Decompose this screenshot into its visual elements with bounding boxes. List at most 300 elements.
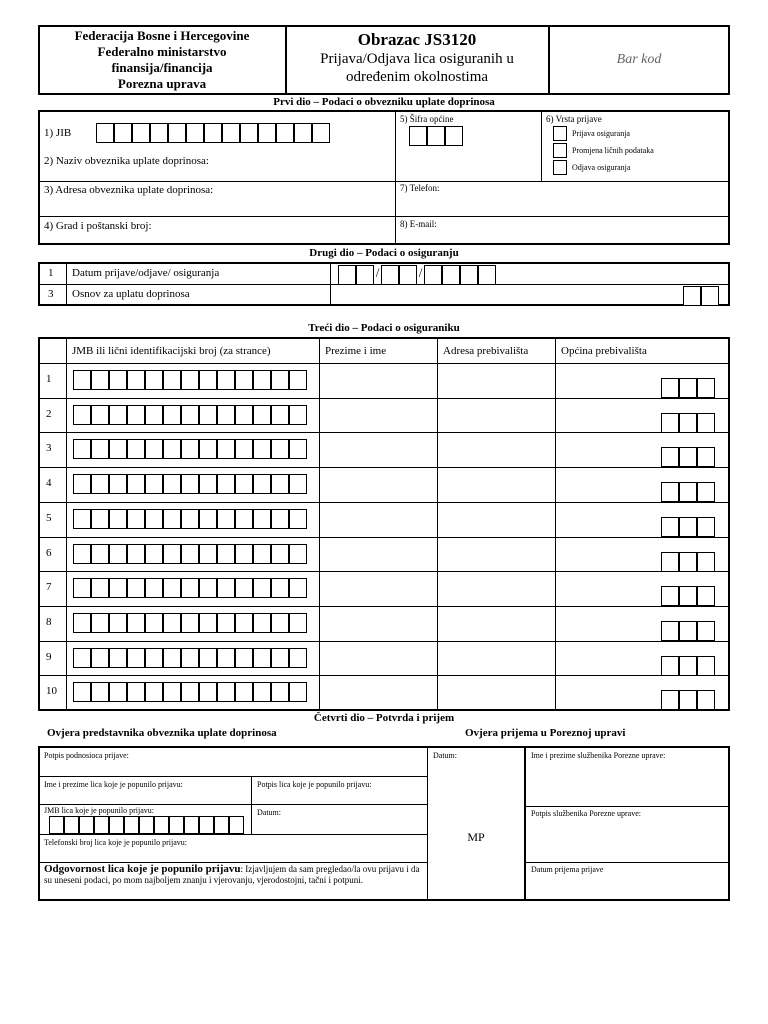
digit-box[interactable] xyxy=(697,378,715,398)
digit-box[interactable] xyxy=(253,648,271,668)
digit-box[interactable] xyxy=(109,648,127,668)
digit-box[interactable] xyxy=(73,439,91,459)
digit-box[interactable] xyxy=(127,405,145,425)
digit-box[interactable] xyxy=(169,816,184,834)
digit-box[interactable] xyxy=(661,413,679,433)
jib-field[interactable] xyxy=(96,123,330,143)
municipality-field[interactable] xyxy=(661,482,715,502)
part4-divider xyxy=(39,804,427,805)
digit-box[interactable] xyxy=(91,682,109,702)
digit-box[interactable] xyxy=(145,405,163,425)
part4-divider xyxy=(525,862,729,863)
digit-box[interactable] xyxy=(235,544,253,564)
digit-box[interactable] xyxy=(109,370,127,390)
jmb-field[interactable] xyxy=(73,648,307,668)
digit-box[interactable] xyxy=(181,648,199,668)
report-type-checkbox[interactable] xyxy=(553,126,567,141)
form-title-line: određenim okolnostima xyxy=(345,69,489,85)
table-row-divider xyxy=(39,432,729,433)
digit-box[interactable] xyxy=(235,439,253,459)
digit-box[interactable] xyxy=(289,405,307,425)
part1-hdivider xyxy=(39,216,729,217)
digit-box[interactable] xyxy=(73,613,91,633)
table-row-divider xyxy=(39,502,729,503)
part4-divider xyxy=(427,747,428,900)
digit-box[interactable] xyxy=(163,578,181,598)
report-type-option: Promjena ličnih podataka xyxy=(572,146,654,155)
digit-box[interactable] xyxy=(289,439,307,459)
digit-box[interactable] xyxy=(204,123,222,143)
digit-box[interactable] xyxy=(240,123,258,143)
digit-box[interactable] xyxy=(217,439,235,459)
digit-box[interactable] xyxy=(168,123,186,143)
digit-box[interactable] xyxy=(163,405,181,425)
digit-box[interactable] xyxy=(289,578,307,598)
receipt-date-label: Datum prijema prijave xyxy=(531,865,604,874)
digit-box[interactable] xyxy=(442,265,460,285)
table-row-divider xyxy=(39,363,729,364)
digit-box[interactable] xyxy=(91,474,109,494)
digit-box[interactable] xyxy=(253,474,271,494)
digit-box[interactable] xyxy=(163,509,181,529)
part3-title: Treći dio – Podaci o osiguraniku xyxy=(308,322,460,334)
digit-box[interactable] xyxy=(276,123,294,143)
digit-box[interactable] xyxy=(235,613,253,633)
jmb-field[interactable] xyxy=(73,405,307,425)
digit-box[interactable] xyxy=(109,474,127,494)
digit-box[interactable] xyxy=(184,816,199,834)
row-number: 7 xyxy=(46,581,52,593)
digit-box[interactable] xyxy=(679,378,697,398)
row-number: 3 xyxy=(46,442,52,454)
digit-box[interactable] xyxy=(235,509,253,529)
digit-box[interactable] xyxy=(163,370,181,390)
digit-box[interactable] xyxy=(127,509,145,529)
digit-box[interactable] xyxy=(460,265,478,285)
digit-box[interactable] xyxy=(109,816,124,834)
digit-box[interactable] xyxy=(399,265,417,285)
digit-box[interactable] xyxy=(109,613,127,633)
digit-box[interactable] xyxy=(79,816,94,834)
officer-signature-label: Potpis službenika Porezne uprave: xyxy=(531,809,641,818)
digit-box[interactable] xyxy=(312,123,330,143)
jmb-field[interactable] xyxy=(73,474,307,494)
report-type-label: 6) Vrsta prijave xyxy=(546,114,602,124)
digit-box[interactable] xyxy=(253,439,271,459)
digit-box[interactable] xyxy=(271,544,289,564)
digit-box[interactable] xyxy=(235,682,253,702)
digit-box[interactable] xyxy=(181,613,199,633)
digit-box[interactable] xyxy=(222,123,240,143)
digit-box[interactable] xyxy=(697,517,715,537)
digit-box[interactable] xyxy=(199,405,217,425)
digit-box[interactable] xyxy=(199,370,217,390)
digit-box[interactable] xyxy=(253,544,271,564)
digit-box[interactable] xyxy=(679,621,697,641)
digit-box[interactable] xyxy=(94,816,109,834)
part4-divider xyxy=(524,747,526,900)
part4-divider xyxy=(251,776,252,834)
digit-box[interactable] xyxy=(679,586,697,606)
digit-box[interactable] xyxy=(271,509,289,529)
digit-box[interactable] xyxy=(271,648,289,668)
row-number: 8 xyxy=(46,616,52,628)
digit-box[interactable] xyxy=(217,613,235,633)
digit-box[interactable] xyxy=(661,621,679,641)
digit-box[interactable] xyxy=(73,578,91,598)
digit-box[interactable] xyxy=(73,509,91,529)
digit-box[interactable] xyxy=(199,682,217,702)
municipality-field[interactable] xyxy=(661,586,715,606)
report-type-checkbox[interactable] xyxy=(553,160,567,175)
col-header-name: Prezime i ime xyxy=(325,345,387,357)
part1-hdivider xyxy=(39,181,729,182)
jmb-field[interactable] xyxy=(73,578,307,598)
digit-box[interactable] xyxy=(145,648,163,668)
filler-jmb-label: JMB lica koje je popunilo prijavu: xyxy=(44,806,154,815)
digit-box[interactable] xyxy=(217,544,235,564)
taxpayer-name-label: 2) Naziv obveznika uplate doprinosa: xyxy=(44,155,209,167)
part1-title: Prvi dio – Podaci o obvezniku uplate doprinosa xyxy=(273,96,495,108)
digit-box[interactable] xyxy=(679,413,697,433)
digit-box[interactable] xyxy=(145,474,163,494)
submitter-signature-label: Potpis podnosioca prijave: xyxy=(44,751,129,760)
digit-box[interactable] xyxy=(150,123,168,143)
digit-box[interactable] xyxy=(127,474,145,494)
table-row-divider xyxy=(39,606,729,607)
digit-box[interactable] xyxy=(114,123,132,143)
digit-box[interactable] xyxy=(181,439,199,459)
digit-box[interactable] xyxy=(49,816,64,834)
digit-box[interactable] xyxy=(289,370,307,390)
jmb-field[interactable] xyxy=(73,509,307,529)
digit-box[interactable] xyxy=(697,482,715,502)
digit-box[interactable] xyxy=(145,613,163,633)
digit-box[interactable] xyxy=(271,578,289,598)
digit-box[interactable] xyxy=(132,123,150,143)
digit-box[interactable] xyxy=(679,447,697,467)
digit-box[interactable] xyxy=(91,370,109,390)
digit-box[interactable] xyxy=(445,126,463,146)
part1-vdivider xyxy=(395,111,396,244)
report-type-option: Prijava osiguranja xyxy=(572,129,630,138)
digit-box[interactable] xyxy=(697,447,715,467)
digit-box[interactable] xyxy=(289,509,307,529)
responsibility-heading: Odgovornost lica koje je popunilo prijavu xyxy=(44,863,241,875)
municipality-field[interactable] xyxy=(661,413,715,433)
municipality-code-label: 5) Šifra općine xyxy=(400,114,454,124)
digit-box[interactable] xyxy=(186,123,204,143)
digit-box[interactable] xyxy=(64,816,79,834)
digit-box[interactable] xyxy=(661,690,679,710)
table-row-divider xyxy=(39,398,729,399)
contribution-basis-field[interactable] xyxy=(683,286,719,306)
digit-box[interactable] xyxy=(253,613,271,633)
digit-box[interactable] xyxy=(697,656,715,676)
municipality-code-field[interactable] xyxy=(409,126,463,146)
digit-box[interactable] xyxy=(217,648,235,668)
digit-box[interactable] xyxy=(229,816,244,834)
digit-box[interactable] xyxy=(73,682,91,702)
digit-box[interactable] xyxy=(154,816,169,834)
digit-box[interactable] xyxy=(181,474,199,494)
digit-box[interactable] xyxy=(91,509,109,529)
digit-box[interactable] xyxy=(181,682,199,702)
digit-box[interactable] xyxy=(91,613,109,633)
digit-box[interactable] xyxy=(127,544,145,564)
digit-box[interactable] xyxy=(679,482,697,502)
digit-box[interactable] xyxy=(199,439,217,459)
digit-box[interactable] xyxy=(199,509,217,529)
jmb-field[interactable] xyxy=(73,613,307,633)
city-postal-label: 4) Grad i poštanski broj: xyxy=(44,220,152,232)
digit-box[interactable] xyxy=(356,265,374,285)
digit-box[interactable] xyxy=(199,648,217,668)
municipality-field[interactable] xyxy=(661,378,715,398)
digit-box[interactable] xyxy=(163,474,181,494)
municipality-field[interactable] xyxy=(661,552,715,572)
col-header-jmb-text: JMB ili lični identifikacijski broj (za strance) xyxy=(72,345,271,357)
digit-box[interactable] xyxy=(661,447,679,467)
row-number: 9 xyxy=(46,651,52,663)
part2-row-num: 1 xyxy=(48,267,54,279)
filler-signature-label: Potpis lica koje je popunilo prijavu: xyxy=(257,780,372,789)
institution-block xyxy=(40,28,284,92)
digit-box[interactable] xyxy=(253,578,271,598)
part3-col-divider xyxy=(437,338,438,710)
digit-box[interactable] xyxy=(91,439,109,459)
digit-box[interactable] xyxy=(163,648,181,668)
digit-box[interactable] xyxy=(235,578,253,598)
filler-phone-label: Telefonski broj lica koje je popunilo prijavu: xyxy=(44,838,187,847)
digit-box[interactable] xyxy=(409,126,427,146)
digit-box[interactable] xyxy=(145,544,163,564)
row-number: 6 xyxy=(46,547,52,559)
digit-box[interactable] xyxy=(109,509,127,529)
digit-box[interactable] xyxy=(145,578,163,598)
digit-box[interactable] xyxy=(199,544,217,564)
representative-heading: Ovjera predstavnika obveznika uplate doprinosa xyxy=(47,727,277,739)
digit-box[interactable] xyxy=(253,682,271,702)
digit-box[interactable] xyxy=(73,648,91,668)
digit-box[interactable] xyxy=(91,578,109,598)
digit-box[interactable] xyxy=(163,682,181,702)
row-number: 2 xyxy=(46,408,52,420)
digit-box[interactable] xyxy=(253,370,271,390)
digit-box[interactable] xyxy=(683,286,701,306)
digit-box[interactable] xyxy=(271,370,289,390)
digit-box[interactable] xyxy=(289,613,307,633)
digit-box[interactable] xyxy=(217,370,235,390)
digit-box[interactable] xyxy=(697,621,715,641)
digit-box[interactable] xyxy=(127,682,145,702)
email-label: 8) E-mail: xyxy=(400,219,437,229)
institution-line: Federacija Bosne i Hercegovine xyxy=(74,28,250,43)
report-type-checkbox[interactable] xyxy=(553,143,567,158)
municipality-field[interactable] xyxy=(661,690,715,710)
digit-box[interactable] xyxy=(271,682,289,702)
digit-box[interactable] xyxy=(235,474,253,494)
digit-box[interactable] xyxy=(145,682,163,702)
digit-box[interactable] xyxy=(289,474,307,494)
digit-box[interactable] xyxy=(271,613,289,633)
part2-row-num: 3 xyxy=(48,288,54,300)
digit-box[interactable] xyxy=(145,370,163,390)
jib-label: 1) JIB xyxy=(44,127,72,139)
digit-box[interactable] xyxy=(289,544,307,564)
table-row-divider xyxy=(39,675,729,676)
municipality-field[interactable] xyxy=(661,621,715,641)
digit-box[interactable] xyxy=(271,405,289,425)
digit-box[interactable] xyxy=(235,370,253,390)
digit-box[interactable] xyxy=(163,544,181,564)
part4-divider xyxy=(525,806,729,807)
form-title-block xyxy=(287,30,547,86)
digit-box[interactable] xyxy=(424,265,442,285)
digit-box[interactable] xyxy=(109,405,127,425)
part1-vdivider xyxy=(541,111,542,181)
digit-box[interactable] xyxy=(181,578,199,598)
report-type-option: Odjava osiguranja xyxy=(572,163,631,172)
digit-box[interactable] xyxy=(127,370,145,390)
digit-box[interactable] xyxy=(73,544,91,564)
digit-box[interactable] xyxy=(163,613,181,633)
digit-box[interactable] xyxy=(127,578,145,598)
jmb-field[interactable] xyxy=(73,370,307,390)
digit-box[interactable] xyxy=(235,405,253,425)
digit-box[interactable] xyxy=(73,405,91,425)
digit-box[interactable] xyxy=(289,682,307,702)
digit-box[interactable] xyxy=(214,816,229,834)
digit-box[interactable] xyxy=(661,586,679,606)
form-code: Obrazac JS3120 xyxy=(357,30,477,49)
digit-box[interactable] xyxy=(217,682,235,702)
digit-box[interactable] xyxy=(679,552,697,572)
digit-box[interactable] xyxy=(124,816,139,834)
digit-box[interactable] xyxy=(697,413,715,433)
digit-box[interactable] xyxy=(73,370,91,390)
part3-col-divider xyxy=(66,338,67,710)
digit-box[interactable] xyxy=(217,509,235,529)
stamp-placeholder: MP xyxy=(467,830,485,844)
digit-box[interactable] xyxy=(181,509,199,529)
digit-box[interactable] xyxy=(199,816,214,834)
barcode-placeholder: Bar kod xyxy=(616,52,662,67)
digit-box[interactable] xyxy=(235,648,253,668)
digit-box[interactable] xyxy=(697,690,715,710)
digit-box[interactable] xyxy=(181,405,199,425)
part4-divider xyxy=(39,834,427,835)
digit-box[interactable] xyxy=(109,578,127,598)
digit-box[interactable] xyxy=(199,613,217,633)
digit-box[interactable] xyxy=(679,690,697,710)
digit-box[interactable] xyxy=(217,578,235,598)
digit-box[interactable] xyxy=(253,509,271,529)
digit-box[interactable] xyxy=(127,439,145,459)
digit-box[interactable] xyxy=(199,474,217,494)
jmb-field[interactable] xyxy=(73,439,307,459)
digit-box[interactable] xyxy=(697,552,715,572)
digit-box[interactable] xyxy=(679,517,697,537)
digit-box[interactable] xyxy=(253,405,271,425)
digit-box[interactable] xyxy=(181,370,199,390)
digit-box[interactable] xyxy=(679,656,697,676)
digit-box[interactable] xyxy=(661,517,679,537)
digit-box[interactable] xyxy=(73,474,91,494)
digit-box[interactable] xyxy=(145,439,163,459)
filler-jmb-field[interactable] xyxy=(49,816,244,834)
digit-box[interactable] xyxy=(661,656,679,676)
digit-box[interactable] xyxy=(91,405,109,425)
tax-office-heading: Ovjera prijema u Poreznoj upravi xyxy=(465,727,626,739)
municipality-field[interactable] xyxy=(661,656,715,676)
jmb-field[interactable] xyxy=(73,682,307,702)
date-separator: / xyxy=(375,265,380,280)
municipality-field[interactable] xyxy=(661,447,715,467)
digit-box[interactable] xyxy=(258,123,276,143)
col-header-address: Adresa prebivališta xyxy=(443,345,529,357)
responsibility-text: : Izjavljujem da sam pregledao/la ovu prijavu i da su uneseni podaci, po mom najboljem znanju i vjerovanju, vjerodostojni, tačni i potpuni. xyxy=(44,864,420,885)
digit-box[interactable] xyxy=(127,648,145,668)
jmb-field[interactable] xyxy=(73,544,307,564)
filler-name-label: Ime i prezime lica koje je popunilo prijavu: xyxy=(44,780,183,789)
part2-title: Drugi dio – Podaci o osiguranju xyxy=(309,247,459,259)
digit-box[interactable] xyxy=(199,578,217,598)
digit-box[interactable] xyxy=(701,286,719,306)
col-header-jmb xyxy=(72,345,271,357)
row-number: 10 xyxy=(46,685,57,697)
digit-box[interactable] xyxy=(271,474,289,494)
digit-box[interactable] xyxy=(145,509,163,529)
date-label: Datum: xyxy=(433,751,457,760)
digit-box[interactable] xyxy=(139,816,154,834)
digit-box[interactable] xyxy=(661,482,679,502)
digit-box[interactable] xyxy=(697,586,715,606)
digit-box[interactable] xyxy=(478,265,496,285)
part4-title: Četvrti dio – Potvrda i prijem xyxy=(313,712,455,724)
digit-box[interactable] xyxy=(271,439,289,459)
digit-box[interactable] xyxy=(96,123,114,143)
digit-box[interactable] xyxy=(217,474,235,494)
date-separator: / xyxy=(418,265,423,280)
table-row-divider xyxy=(39,537,729,538)
digit-box[interactable] xyxy=(427,126,445,146)
digit-box[interactable] xyxy=(338,265,356,285)
digit-box[interactable] xyxy=(163,439,181,459)
phone-label: 7) Telefon: xyxy=(400,183,440,193)
digit-box[interactable] xyxy=(661,552,679,572)
table-row-divider xyxy=(39,571,729,572)
officer-name-label: Ime i prezime službenika Porezne uprave: xyxy=(531,751,666,760)
digit-box[interactable] xyxy=(109,682,127,702)
municipality-field[interactable] xyxy=(661,517,715,537)
taxpayer-address-label: 3) Adresa obveznika uplate doprinosa: xyxy=(44,184,214,196)
digit-box[interactable] xyxy=(91,648,109,668)
digit-box[interactable] xyxy=(661,378,679,398)
digit-box[interactable] xyxy=(91,544,109,564)
digit-box[interactable] xyxy=(109,439,127,459)
digit-box[interactable] xyxy=(294,123,312,143)
digit-box[interactable] xyxy=(289,648,307,668)
digit-box[interactable] xyxy=(109,544,127,564)
insurance-date-field[interactable] xyxy=(338,265,496,285)
row-number: 5 xyxy=(46,512,52,524)
digit-box[interactable] xyxy=(181,544,199,564)
digit-box[interactable] xyxy=(217,405,235,425)
contribution-basis-label: Osnov za uplatu doprinosa xyxy=(72,288,190,300)
digit-box[interactable] xyxy=(381,265,399,285)
digit-box[interactable] xyxy=(127,613,145,633)
